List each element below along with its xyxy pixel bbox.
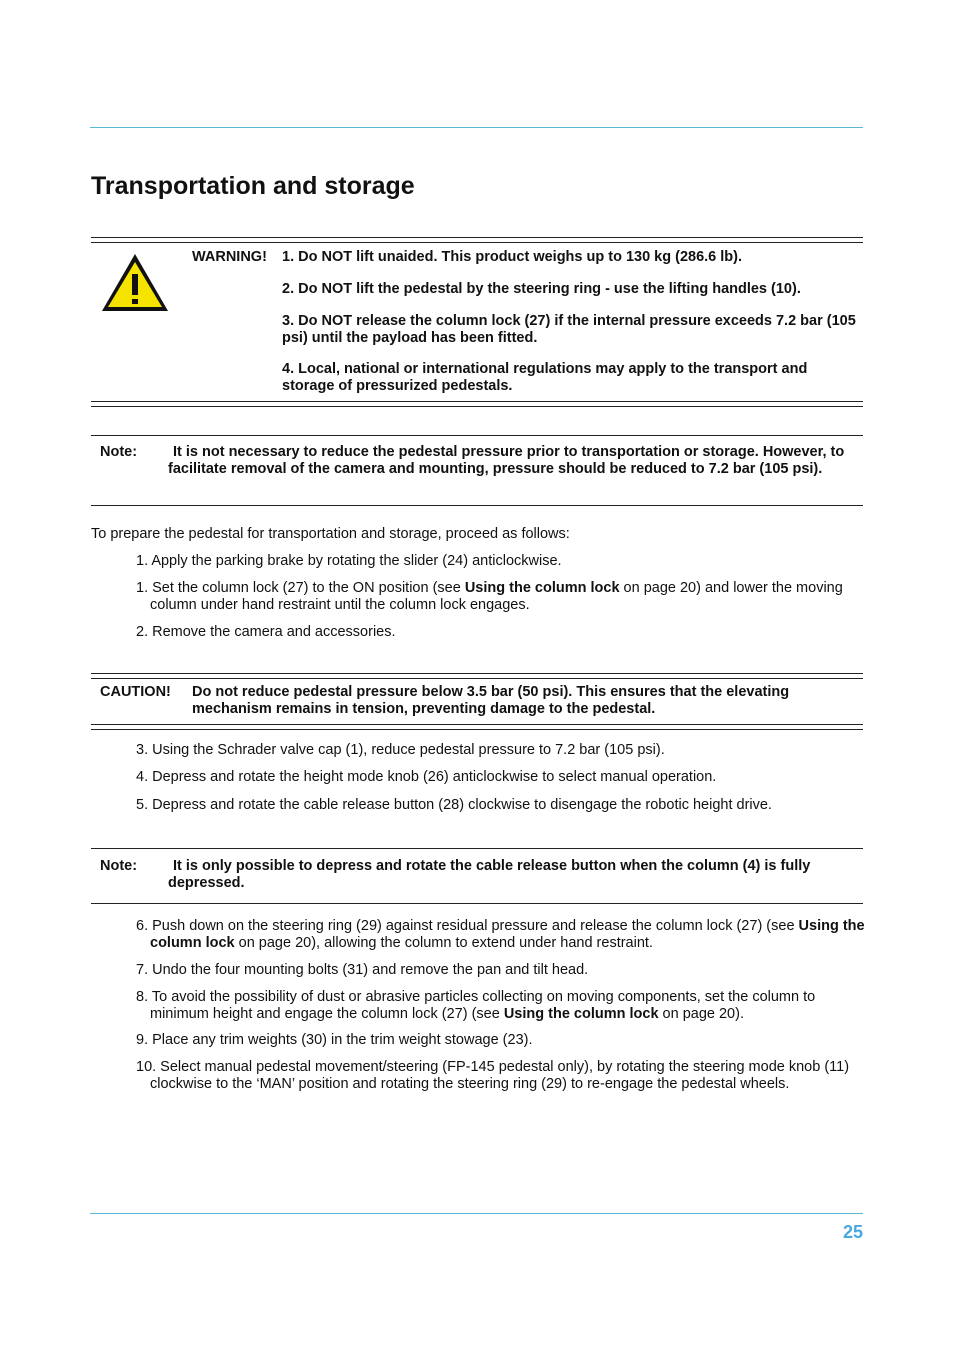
column-lock-link[interactable]: Using the column lock [464,580,620,596]
note1-label: Note: [100,444,138,460]
note2-top-rule [91,848,863,849]
note1-text: It is not necessary to reduce the pedestal pressure prior to transportation or storage. However, to facilitate removal of the camera and mounting, pressure should be reduced to 7.2 bar (105 psi). [168,444,845,477]
warning-top-rule [91,237,863,243]
step-set-column-lock [136,580,877,613]
warning-bottom-rule [91,401,863,407]
caution-text: Do not reduce pedestal pressure below 3.5 bar (50 psi). This ensures that the elevating mechanism remains in tension, preventing damage to the pedestal. [192,684,790,717]
header-rule [90,127,863,128]
section-title: Transportation and storage [91,172,415,200]
step-manual-steering: 10. Select manual pedestal movement/steering (FP-145 pedestal only), by rotating the steering mode knob (11) clockwise to the ‘MAN’ position and rotating the steering ring (29) to re-engage the pedestal wheels. [136,1059,850,1092]
column-lock-link[interactable]: Using the column lock [503,1005,659,1022]
warning-item-4: 4. Local, national or international regulations may apply to the transport and storage of pressurized pedestals. [282,361,808,394]
warning-item-3: 3. Do NOT release the column lock (27) if the internal pressure exceeds 7.2 bar (105 psi) until the payload has been fitted. [282,313,856,346]
step-text-pre: 6. Push down on the steering ring (29) against residual pressure and release the column lock (27) (see [136,918,799,934]
note2-text: It is only possible to depress and rotate the cable release button when the column (4) is fully depressed. [168,858,811,891]
note2-label: Note: [100,858,138,874]
step-text-pre: 1. Set the column lock (27) to the ON position (see [136,580,465,596]
step-minimum-height [136,989,877,1022]
intro-text: To prepare the pedestal for transportation and storage, proceed as follows: [91,526,570,542]
step-reduce-pressure: 3. Using the Schrader valve cap (1), reduce pedestal pressure to 7.2 bar (105 psi). [136,742,665,758]
page-number: 25 [842,1222,863,1242]
step-remove-camera: 2. Remove the camera and accessories. [136,624,396,640]
step-undo-bolts: 7. Undo the four mounting bolts (31) and remove the pan and tilt head. [136,962,589,978]
warning-triangle-icon [100,252,170,314]
note1-bottom-rule [91,505,863,506]
note2-bottom-rule [91,903,863,904]
step-text-post: on page 20). [658,1005,744,1022]
column-lock-link[interactable]: Using the column lock [150,918,865,951]
caution-label: CAUTION! [100,684,171,700]
note1-top-rule [91,435,863,436]
footer-rule [90,1213,863,1214]
step-cable-release: 5. Depress and rotate the cable release button (28) clockwise to disengage the robotic height drive. [136,797,772,813]
step-trim-weights: 9. Place any trim weights (30) in the trim weight stowage (23). [136,1032,533,1048]
caution-top-rule [91,673,863,679]
step-text-post: on page 20) and lower the moving column under hand restraint until the column lock engages. [150,580,843,613]
warning-item-1: 1. Do NOT lift unaided. This product weighs up to 130 kg (286.6 lb). [282,249,743,265]
step-push-steering-ring [136,918,877,951]
step-height-mode-knob: 4. Depress and rotate the height mode knob (26) anticlockwise to select manual operation. [136,769,717,785]
warning-item-2: 2. Do NOT lift the pedestal by the steering ring - use the lifting handles (10). [282,281,801,297]
caution-bottom-rule [91,724,863,730]
step-text-post: on page 20), allowing the column to extend under hand restraint. [234,934,653,951]
warning-label: WARNING! [192,249,267,265]
step-text-pre: 8. To avoid the possibility of dust or abrasive particles collecting on moving components, set the column to minimum height and engage the column lock (27) (see [136,989,816,1022]
step-apply-parking-brake: 1. Apply the parking brake by rotating the slider (24) anticlockwise. [136,553,562,569]
